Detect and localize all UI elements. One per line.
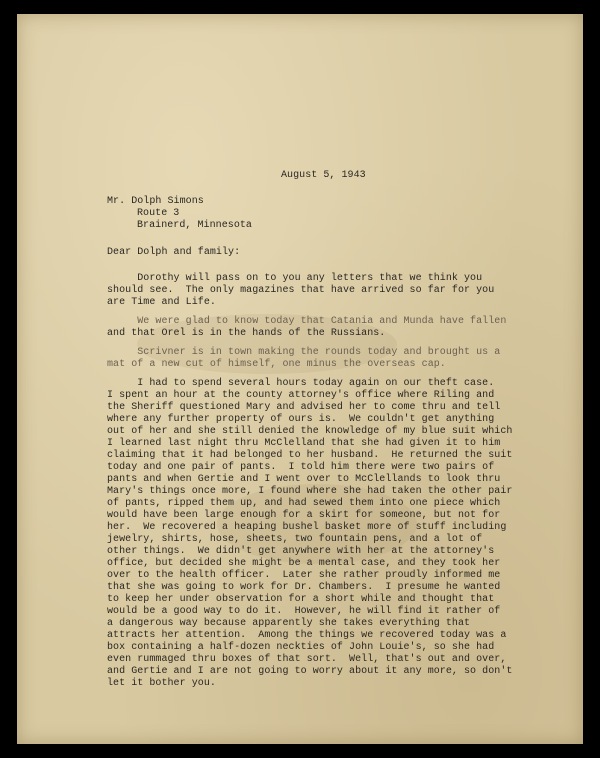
paragraph-line: are Time and Life. (107, 297, 216, 308)
paragraph-line: even rummaged thru boxes of that sort. Well, that's out and over, (107, 654, 507, 665)
paragraph-line: Dorothy will pass on to you any letters that we think you (107, 273, 483, 284)
salutation: Dear Dolph and family: (107, 247, 241, 258)
recipient-address (107, 196, 252, 232)
paragraph-line: mat of a new cut of himself, one minus the overseas cap. (107, 359, 446, 370)
paragraph-line: box containing a half-dozen neckties of John Louie's, so she had (107, 642, 495, 653)
paragraph-line: other things. We didn't get anywhere with her at the attorney's (107, 546, 495, 557)
paragraph-line: should see. The only magazines that have arrived so far for you (107, 285, 495, 296)
recipient-city: Brainerd, Minnesota (137, 220, 252, 231)
paragraph-line: where any further property of ours is. We couldn't get anything (107, 414, 495, 425)
paragraph-1 (107, 273, 494, 309)
paragraph-2 (107, 316, 506, 340)
paragraph-line: today and one pair of pants. I told him there were two pairs of (107, 462, 495, 473)
paragraph-line: We were glad to know today that Catania and Munda have fallen (107, 316, 507, 327)
paragraph-line: Mary's things once more, I found where she had taken the other pair (107, 486, 513, 497)
paragraph-line: to keep her under observation for a short while and thought that (107, 594, 495, 605)
letter-page (17, 14, 583, 744)
paragraph-line: office, but decided she might be a mental case, and they took her (107, 558, 501, 569)
paragraph-line: let it bother you. (107, 678, 216, 689)
recipient-name: Mr. Dolph Simons (107, 196, 204, 207)
paragraph-line: I spent an hour at the county attorney's office where Riling and (107, 390, 495, 401)
paragraph-line: attracts her attention. Among the things we recovered today was a (107, 630, 507, 641)
paragraph-line: and that Orel is in the hands of the Russians. (107, 328, 386, 339)
paragraph-line: I learned last night thru McClelland that she had given it to him (107, 438, 501, 449)
paragraph-line: that she was going to work for Dr. Chambers. I presume he wanted (107, 582, 501, 593)
letter-date: August 5, 1943 (281, 170, 366, 181)
paragraph-line: would be a good way to do it. However, he will find it rather of (107, 606, 501, 617)
paragraph-line: the Sheriff questioned Mary and advised her to come thru and tell (107, 402, 501, 413)
paragraph-3 (107, 347, 500, 371)
paragraph-line: of pants, ripped them up, and had sewed them into one piece which (107, 498, 501, 509)
recipient-route: Route 3 (137, 208, 180, 219)
paragraph-line: Scrivner is in town making the rounds today and brought us a (107, 347, 501, 358)
paragraph-line: over to the health officer. Later she rather proudly informed me (107, 570, 501, 581)
paragraph-line: jewelry, shirts, hose, sheets, two fountain pens, and a lot of (107, 534, 483, 545)
paragraph-line: her. We recovered a heaping bushel basket more of stuff including (107, 522, 507, 533)
paragraph-line: out of her and she still denied the knowledge of my blue suit which (107, 426, 513, 437)
paragraph-line: and Gertie and I are not going to worry about it any more, so don't (107, 666, 513, 677)
paragraph-line: I had to spend several hours today again on our theft case. (107, 378, 495, 389)
paragraph-line: a dangerous way because apparently she takes everything that (107, 618, 471, 629)
paragraph-line: pants and when Gertie and I went over to McClellands to look thru (107, 474, 501, 485)
paragraph-line: would have been large enough for a skirt for someone, but not for (107, 510, 501, 521)
paragraph-4 (107, 378, 512, 690)
paragraph-line: claiming that it had belonged to her husband. He returned the suit (107, 450, 513, 461)
